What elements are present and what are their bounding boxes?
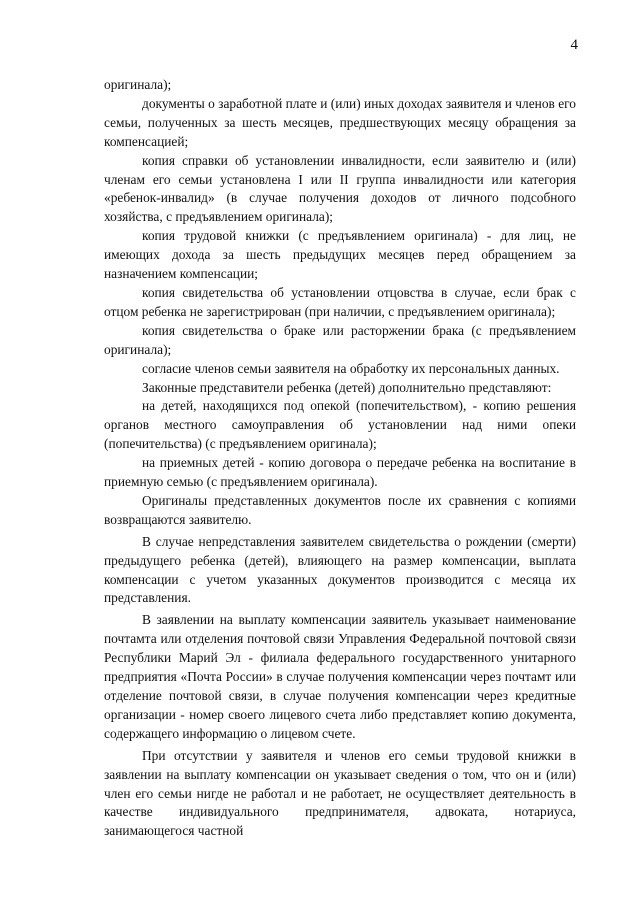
paragraph: Оригиналы представленных документов после их сравнения с копиями возвращаются заявителю. — [104, 492, 576, 527]
paragraph: Законные представители ребенка (детей) дополнительно представляют: — [142, 379, 552, 395]
document-body — [104, 76, 576, 841]
paragraph: При отсутствии у заявителя и членов его семьи трудовой книжки в заявлении на выплату компенсации он указывает сведения о том, что он и (или) член его семьи нигде не работал и не работает, не осуществляет деятельность в качестве индивидуального предпринимателя, адвоката, нотариуса, занимающегося частной — [104, 747, 576, 839]
paragraph: на приемных детей - копию договора о передаче ребенка на воспитание в приемную семью (с предъявлением оригинала). — [104, 455, 576, 490]
paragraph: оригинала); — [104, 77, 172, 92]
paragraph: В случае непредставления заявителем свидетельства о рождении (смерти) предыдущего ребенка (детей), влияющего на размер компенсации, выплата компенсации с учетом указанных документов производится с месяца их представления. — [104, 533, 576, 606]
paragraph: копия трудовой книжки (с предъявлением оригинала) - для лиц, не имеющих дохода за шесть предыдущих месяцев перед обращением за назначением компенсации; — [104, 228, 576, 282]
paragraph: документы о заработной плате и (или) иных доходах заявителя и членов его семьи, полученных за шесть месяцев, предшествующих месяцу обращения за компенсацией; — [104, 95, 576, 149]
page-number: 4 — [570, 37, 578, 53]
paragraph: копия свидетельства о браке или расторжении брака (с предъявлением оригинала); — [104, 322, 576, 357]
paragraph: копия справки об установлении инвалидности, если заявителю и (или) членам его семьи установлена I или II группа инвалидности или категория «ребенок-инвалид» (в случае получения доходов от личного подсобного хозяйства, с предъявлением оригинала); — [104, 152, 576, 225]
paragraph: согласие членов семьи заявителя на обработку их персональных данных. — [142, 360, 560, 376]
paragraph: копия свидетельства об установлении отцовства в случае, если брак с отцом ребенка не зарегистрирован (при наличии, с предъявлением оригинала); — [104, 284, 576, 319]
paragraph: В заявлении на выплату компенсации заявитель указывает наименование почтамта или отделения почтовой связи Управления Федеральной почтовой связи Республики Марий Эл - филиала федерального государственного унитарного предприятия «Почта России» в случае получения компенсации через почтамт или отделение почтовой связи, в случае получения компенсации через кредитные организации - номер своего лицевого счета либо представляет копию документа, содержащего информацию о лицевом счете. — [104, 612, 576, 741]
paragraph: на детей, находящихся под опекой (попечительством), - копию решения органов местного самоуправления об установлении над ними опеки (попечительства) (с предъявлением оригинала); — [104, 398, 576, 452]
